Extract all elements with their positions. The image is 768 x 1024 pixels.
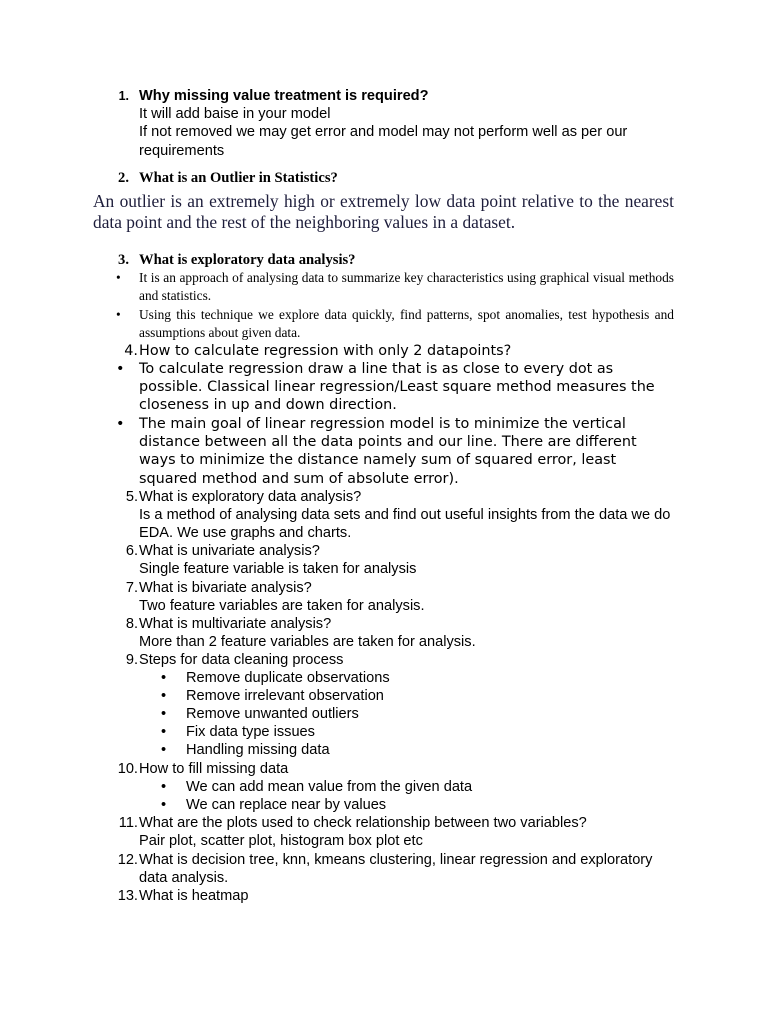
- q6-question: What is univariate analysis?: [139, 543, 320, 559]
- q3-bullet-1-text: It is an approach of analysing data to summarize key characteristics using graphical visual methods and statistics.: [139, 270, 674, 304]
- q5-number: 5.: [125, 489, 138, 505]
- q2-number: 2.: [118, 170, 129, 186]
- q9-bullet-5-text: Handling missing data: [186, 742, 330, 758]
- bullet-icon: [116, 415, 126, 433]
- bullet-icon: [161, 705, 171, 723]
- q10-number: 10.: [117, 761, 138, 777]
- q6-answer: Single feature variable is taken for analysis: [139, 561, 417, 578]
- bullet-icon: [116, 360, 126, 378]
- q5-question: What is exploratory data analysis?: [139, 489, 362, 505]
- q3-bullet-2-text: Using this technique we explore data quickly, find patterns, spot anomalies, test hypothesis and assumptions about given data.: [139, 307, 674, 341]
- bullet-icon: [116, 269, 126, 287]
- q9-bullet-2-text: Remove irrelevant observation: [186, 688, 384, 704]
- q1-answer-line2: If not removed we may get error and model may not perform well as per our requirements: [139, 124, 628, 159]
- bullet-icon: [116, 306, 126, 324]
- q9-bullet-4-text: Fix data type issues: [186, 724, 315, 740]
- q6-number: 6.: [125, 543, 138, 559]
- q4-bullet-2-text: The main goal of linear regression model is to minimize the vertical distance between all the data points and our line. There are different ways to minimize the distance namely sum of squared error, least squared method and sum of absolute error).: [139, 416, 637, 487]
- q7-answer: Two feature variables are taken for analysis.: [139, 598, 425, 615]
- q9-question: Steps for data cleaning process: [139, 652, 344, 668]
- q2-answer: An outlier is an extremely high or extremely low data point relative to the nearest data point and the rest of the neighboring values in a dataset.: [93, 191, 674, 232]
- q11-question: What are the plots used to check relationship between two variables?: [139, 815, 587, 831]
- q13-question: What is heatmap: [139, 888, 249, 904]
- q10-bullet-2-text: We can replace near by values: [186, 797, 387, 813]
- bullet-icon: [161, 669, 171, 687]
- q9-bullet-1-text: Remove duplicate observations: [186, 670, 390, 686]
- q7-question: What is bivariate analysis?: [139, 580, 312, 596]
- bullet-icon: [161, 778, 171, 796]
- q1-answer-line1: It will add baise in your model: [139, 106, 331, 123]
- q9-number: 9.: [125, 652, 138, 668]
- q2-question: What is an Outlier in Statistics?: [139, 170, 338, 186]
- q12-number: 12.: [117, 852, 138, 868]
- q8-answer: More than 2 feature variables are taken for analysis.: [139, 634, 476, 651]
- bullet-icon: [161, 723, 171, 741]
- q4-number: 4.: [124, 343, 138, 359]
- bullet-icon: [161, 687, 171, 705]
- q1-number: 1.: [118, 89, 129, 103]
- q3-question: What is exploratory data analysis?: [139, 252, 356, 268]
- q11-answer: Pair plot, scatter plot, histogram box plot etc: [139, 833, 423, 850]
- q11-number: 11.: [118, 815, 138, 831]
- q3-number: 3.: [118, 252, 129, 268]
- q10-bullet-1-text: We can add mean value from the given data: [186, 779, 473, 795]
- q4-bullet-1-text: To calculate regression draw a line that is as close to every dot as possible. Classical linear regression/Least square method measures the closeness in up and down direction.: [139, 361, 655, 414]
- q9-bullet-3-text: Remove unwanted outliers: [186, 706, 359, 722]
- q8-question: What is multivariate analysis?: [139, 616, 332, 632]
- q7-number: 7.: [125, 580, 138, 596]
- q5-answer: Is a method of analysing data sets and find out useful insights from the data we do EDA. We use graphs and charts.: [139, 507, 671, 542]
- bullet-icon: [161, 796, 171, 814]
- q8-number: 8.: [125, 616, 138, 632]
- q4-question: How to calculate regression with only 2 datapoints?: [139, 343, 512, 359]
- q13-number: 13.: [117, 888, 138, 904]
- q12-question: What is decision tree, knn, kmeans clustering, linear regression and exploratory data analysis.: [139, 852, 653, 887]
- bullet-icon: [161, 741, 171, 759]
- q10-question: How to fill missing data: [139, 761, 289, 777]
- q1-question: Why missing value treatment is required?: [139, 88, 429, 104]
